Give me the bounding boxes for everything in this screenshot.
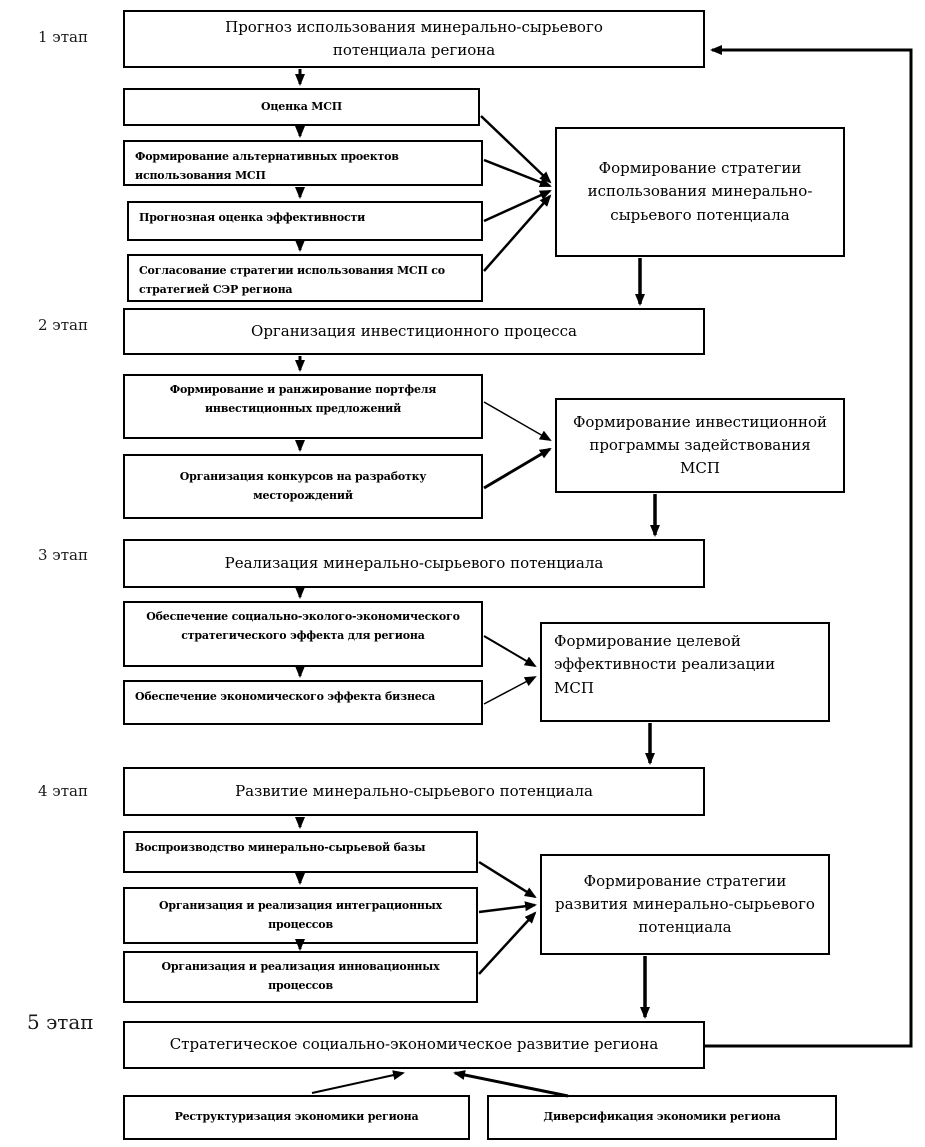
- stage-1-label: 1 этап: [38, 28, 88, 46]
- stage-1-step-4-box: Согласование стратегии использования МСП со стратегией СЭР региона: [127, 254, 483, 302]
- arrow-s2-step2-to-outcome: [484, 449, 550, 488]
- arrow-restructuring-to-s5-title: [312, 1073, 403, 1093]
- stage-2-step-2-box: Организация конкурсов на разработку месторождений: [123, 454, 483, 519]
- arrow-s4-step2-to-outcome: [479, 905, 535, 912]
- arrow-s4-step3-to-outcome: [479, 913, 535, 974]
- arrow-s2-step1-to-outcome: [484, 402, 550, 440]
- arrow-s3-step1-to-outcome: [484, 636, 535, 666]
- stage-3-label: 3 этап: [38, 546, 88, 564]
- stage-4-step-2-box: Организация и реализация интеграционных процессов: [123, 887, 478, 944]
- arrow-s1-step4-to-outcome: [484, 196, 550, 271]
- arrow-s1-step3-to-outcome: [484, 191, 550, 221]
- stage-2-step-1-box: Формирование и ранжирование портфеля инвестиционных предложений: [123, 374, 483, 439]
- stage-5-step-2-box: Диверсификация экономики региона: [487, 1095, 837, 1140]
- arrow-s4-step1-to-outcome: [479, 862, 535, 897]
- stage-3-outcome-box: Формирование целевой эффективности реализации МСП: [540, 622, 830, 722]
- stage-4-label: 4 этап: [38, 782, 88, 800]
- stage-1-title-box: Прогноз использования минерально-сырьевого потенциала региона: [123, 10, 705, 68]
- stage-5-label: 5 этап: [27, 1010, 94, 1034]
- stage-3-title-box: Реализация минерально-сырьевого потенциала: [123, 539, 705, 588]
- stage-3-step-2-box: Обеспечение экономического эффекта бизнеса: [123, 680, 483, 725]
- arrow-s3-step2-to-outcome: [484, 677, 535, 704]
- stage-4-outcome-box: Формирование стратегии развития минерально-сырьевого потенциала: [540, 854, 830, 955]
- stage-3-step-1-box: Обеспечение социально-эколого-экономического стратегического эффекта для региона: [123, 601, 483, 667]
- stage-2-outcome-box: Формирование инвестиционной программы задействования МСП: [555, 398, 845, 493]
- stage-2-label: 2 этап: [38, 316, 88, 334]
- stage-5-step-1-box: Реструктуризация экономики региона: [123, 1095, 470, 1140]
- arrow-s1-step2-to-outcome: [484, 160, 550, 186]
- stage-1-step-2-box: Формирование альтернативных проектов использования МСП: [123, 140, 483, 186]
- stage-4-step-3-box: Организация и реализация инновационных процессов: [123, 951, 478, 1003]
- arrow-s1-step1-to-outcome: [481, 116, 550, 182]
- stage-2-title-box: Организация инвестиционного процесса: [123, 308, 705, 355]
- stage-5-title-box: Стратегическое социально-экономическое развитие региона: [123, 1021, 705, 1069]
- stage-1-step-3-box: Прогнозная оценка эффективности: [127, 201, 483, 241]
- stage-4-title-box: Развитие минерально-сырьевого потенциала: [123, 767, 705, 816]
- stage-1-step-1-box: Оценка МСП: [123, 88, 480, 126]
- stage-1-outcome-box: Формирование стратегии использования минерально-сырьевого потенциала: [555, 127, 845, 257]
- stage-4-step-1-box: Воспроизводство минерально-сырьевой базы: [123, 831, 478, 873]
- arrow-diversification-to-s5-title: [455, 1073, 568, 1096]
